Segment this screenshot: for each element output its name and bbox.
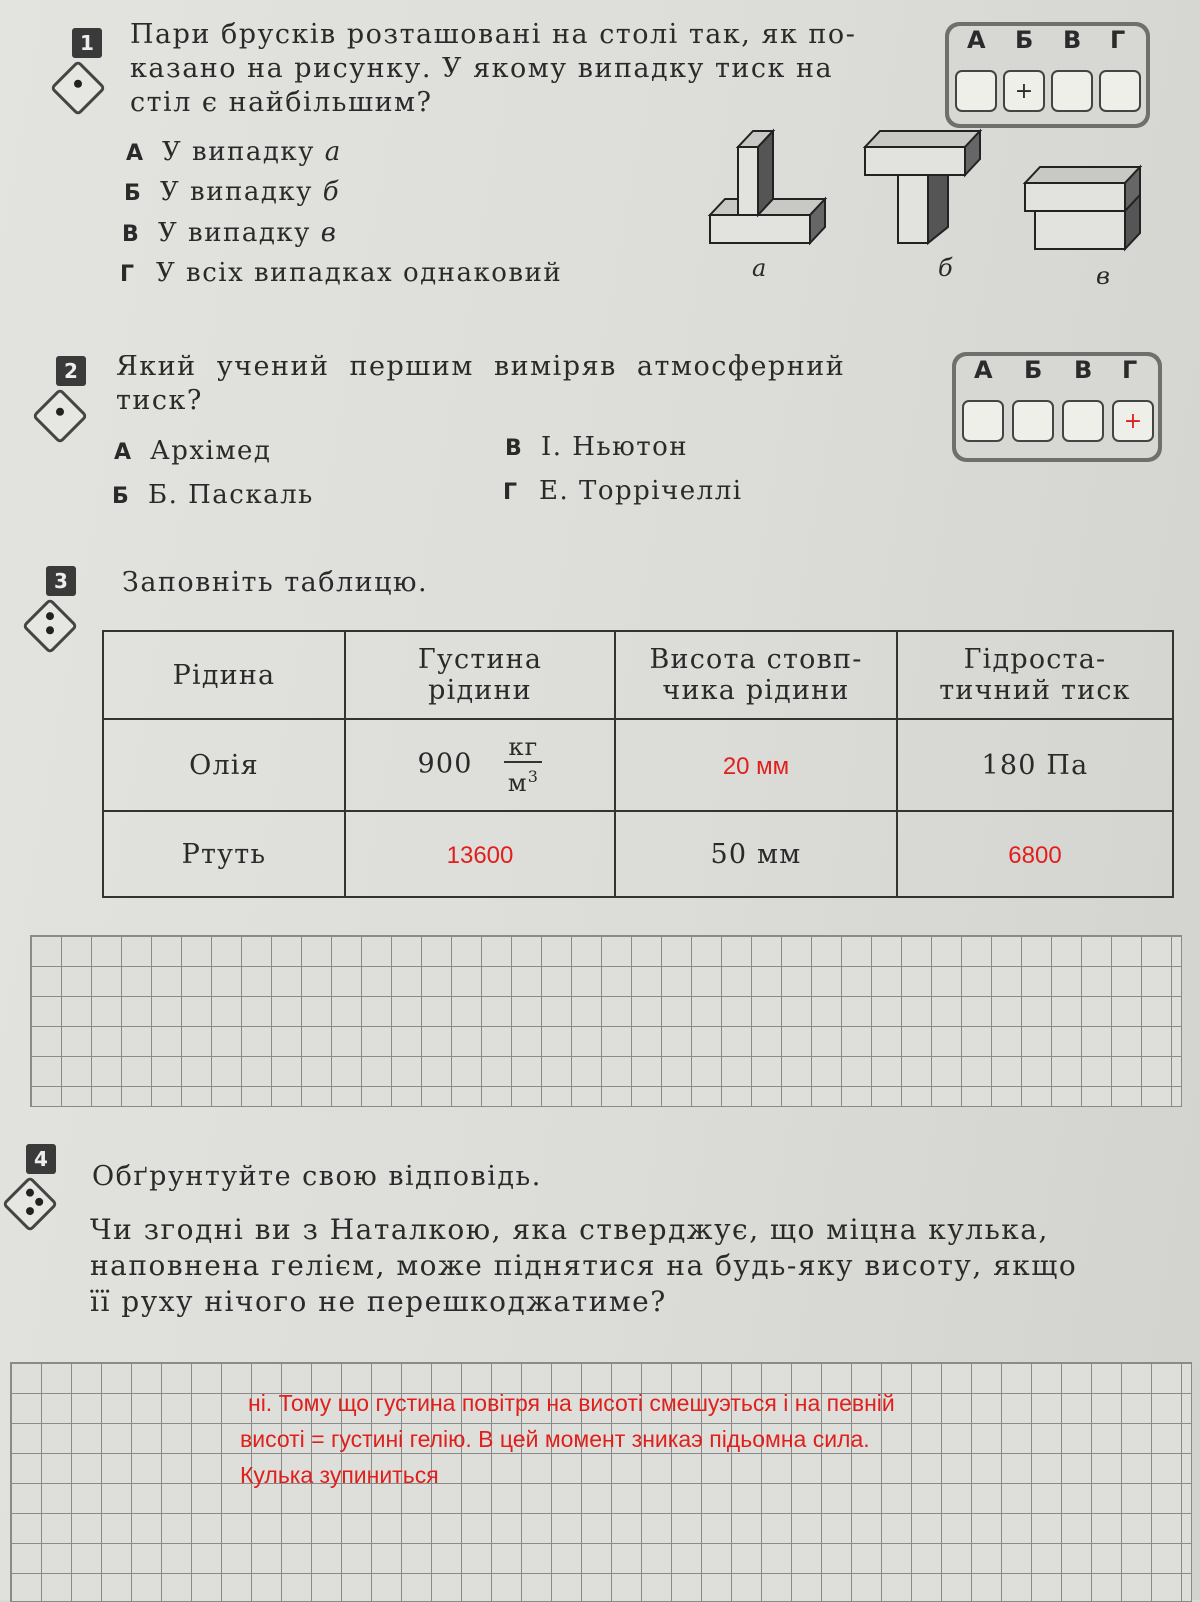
cell-liquid: Олія xyxy=(103,719,345,811)
question-4-line: Чи згодні ви з Наталкою, яка стверджує, що міцна кулька, xyxy=(90,1213,1049,1246)
option-variant: б xyxy=(322,177,341,207)
table-header-height: Висота стовп- чика рідини xyxy=(615,631,897,719)
answer-cell-a[interactable] xyxy=(955,70,997,112)
cell-density[interactable] xyxy=(345,811,615,897)
q1-option-a[interactable] xyxy=(126,137,342,167)
answer-cell-c[interactable] xyxy=(1051,70,1093,112)
difficulty-dice-icon xyxy=(2,1176,59,1233)
cell-pressure: 180 Па xyxy=(897,719,1173,811)
answer-cell-c[interactable] xyxy=(1062,400,1104,442)
option-letter: Б xyxy=(112,484,131,509)
figure-a-blocks xyxy=(710,131,825,243)
q2-answer-box xyxy=(952,352,1162,462)
table-header-pressure: Гідроста- тичний тиск xyxy=(897,631,1173,719)
answer-letter: А xyxy=(974,356,993,384)
density-unit-fraction: $\frac{кг}{м^3}$ xyxy=(504,733,542,797)
cell-pressure[interactable] xyxy=(897,811,1173,897)
q1-option-c[interactable] xyxy=(122,218,337,248)
question-1-line: казано на рисунку. У якому випадку тиск на xyxy=(130,53,834,84)
handwritten-answer: 13600 xyxy=(446,841,514,869)
cell-height: 50 мм xyxy=(615,811,897,897)
option-text: У випадку xyxy=(160,177,313,207)
cell-liquid: Ртуть xyxy=(103,811,345,897)
option-text: У всіх випадках однаковий xyxy=(156,258,563,288)
q1-option-b[interactable] xyxy=(124,177,340,207)
q2-option-c[interactable] xyxy=(505,432,688,462)
handwritten-answer: 6800 xyxy=(1008,841,1062,869)
difficulty-dice-icon xyxy=(32,388,89,445)
answer-letter: Г xyxy=(1110,26,1126,54)
option-letter: Г xyxy=(120,262,136,287)
handwritten-answer-line: ні. Тому що густина повітря на висоті смешуэться і на певній xyxy=(248,1390,895,1416)
answer-letter: Г xyxy=(1122,356,1138,384)
scratch-grid[interactable] xyxy=(30,935,1182,1107)
question-1-text xyxy=(130,18,910,120)
question-1-line: Пари брусків розташовані на столі так, як по- xyxy=(130,19,857,50)
option-letter: Б xyxy=(124,181,143,206)
answer-letter: В xyxy=(1063,26,1082,54)
answer-cell-b[interactable] xyxy=(1012,400,1054,442)
question-3-number: 3 xyxy=(46,566,76,596)
option-text: Е. Торрічеллі xyxy=(539,476,743,506)
question-2-text xyxy=(116,350,916,418)
option-text: Архімед xyxy=(150,436,272,466)
table-row xyxy=(103,719,1173,811)
answer-cell-a[interactable] xyxy=(962,400,1004,442)
question-2-number: 2 xyxy=(56,356,86,386)
q2-option-a[interactable] xyxy=(114,436,271,466)
difficulty-dice-icon xyxy=(50,60,107,117)
answer-cell-b[interactable]: + xyxy=(1003,70,1045,112)
figure-label-b: б xyxy=(938,254,953,282)
question-1-number: 1 xyxy=(72,28,102,58)
handwritten-answer: 20 мм xyxy=(722,752,790,780)
question-4-text xyxy=(90,1212,1190,1320)
answer-cell-d[interactable]: + xyxy=(1112,400,1154,442)
table-row xyxy=(103,811,1173,897)
option-text: І. Ньютон xyxy=(541,432,689,462)
question-4-line: її руху нічого не перешкоджатиме? xyxy=(90,1285,667,1318)
option-letter: А xyxy=(126,141,145,166)
table-header-liquid: Рідина xyxy=(103,631,345,719)
q2-option-b[interactable] xyxy=(112,480,314,510)
handwritten-answer-line: Кулька зупиниться xyxy=(240,1462,439,1488)
table-header-density: Густина рідини xyxy=(345,631,615,719)
option-text: У випадку xyxy=(162,137,315,167)
q1-answer-box xyxy=(945,22,1150,128)
cell-density: 900 $\frac{кг}{м^3}$ xyxy=(345,719,615,811)
question-2-line: Який учений першим виміряв атмосферний xyxy=(116,351,846,382)
option-text: Б. Паскаль xyxy=(148,480,314,510)
question-4-title: Обґрунтуйте свою відповідь. xyxy=(92,1161,542,1192)
question-1-line: стіл є найбільшим? xyxy=(130,87,433,118)
question-3-text: Заповніть таблицю. xyxy=(122,567,429,598)
cell-height[interactable] xyxy=(615,719,897,811)
figure-c-blocks xyxy=(1025,167,1140,249)
question-4-number: 4 xyxy=(26,1144,56,1174)
option-letter: А xyxy=(114,440,133,465)
answer-letter: Б xyxy=(1015,26,1034,54)
figure-label-a: а xyxy=(752,254,767,282)
difficulty-dice-icon xyxy=(22,598,79,655)
option-letter: Г xyxy=(503,480,519,505)
q2-option-d[interactable] xyxy=(503,476,743,506)
figure-b-blocks xyxy=(865,131,980,243)
option-variant: а xyxy=(324,137,342,167)
handwritten-answer-line: висоті = густині гелію. В цей момент зникаэ підьомна сила. xyxy=(240,1426,870,1452)
option-text: У випадку xyxy=(158,218,311,248)
answer-letter: Б xyxy=(1024,356,1043,384)
option-variant: в xyxy=(320,218,338,248)
pressure-table xyxy=(102,630,1174,898)
q1-option-d[interactable] xyxy=(120,258,562,288)
option-letter: В xyxy=(505,436,524,461)
figure-label-c: в xyxy=(1096,262,1110,290)
answer-cell-d[interactable] xyxy=(1099,70,1141,112)
answer-letter: В xyxy=(1074,356,1093,384)
option-letter: В xyxy=(122,222,141,247)
answer-letter: А xyxy=(967,26,986,54)
question-4-line: наповнена гелієм, може піднятися на будь-яку висоту, якщо xyxy=(90,1249,1078,1282)
question-2-line: тиск? xyxy=(116,385,203,416)
